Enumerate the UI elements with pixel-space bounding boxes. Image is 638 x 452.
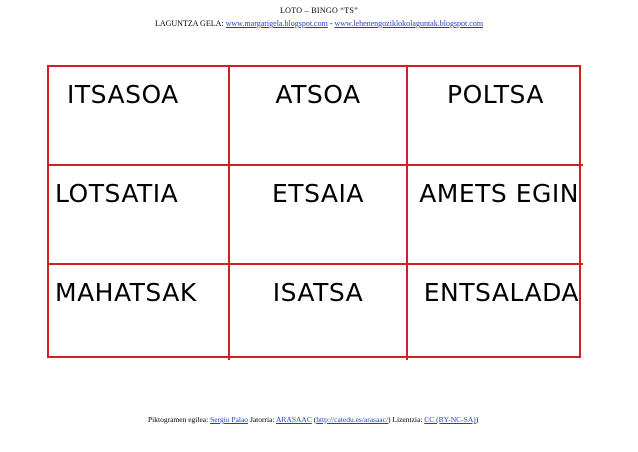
footer-credits (148, 415, 478, 424)
blog-link-lehenengoziklo[interactable]: www.lehenengoziklokolaguntak.blogspot.com (334, 19, 484, 28)
bingo-cell: MAHATSAK (49, 265, 230, 360)
header-credits (0, 19, 638, 28)
bingo-cell: ISATSA (230, 265, 408, 360)
author-link[interactable]: Sergio Palao (210, 415, 249, 424)
header-prefix: LAGUNTZA GELA: (154, 19, 226, 28)
bingo-cell: ETSAIA (230, 166, 408, 265)
bingo-cell: AMETS EGIN (408, 166, 583, 265)
bingo-cell: POLTSA (408, 67, 583, 166)
bingo-cell: ATSOA (230, 67, 408, 166)
footer-text: ) Lizentzia: (388, 415, 425, 424)
license-link[interactable]: CC (BY-NC-SA) (424, 415, 476, 424)
source-url-link[interactable]: http://catedu.es/arasaac/ (316, 415, 389, 424)
footer-text: Jatorria: (248, 415, 276, 424)
bingo-cell: ENTSALADA (423, 278, 579, 307)
bingo-card-grid (47, 65, 581, 358)
footer-text: ( (311, 415, 317, 424)
footer-close-paren: ) (475, 415, 479, 424)
header-separator: - (327, 19, 335, 28)
bingo-cell: ITSASOA (49, 67, 230, 166)
footer-text: Piktogramen egilea: (148, 415, 211, 424)
page-title: LOTO – BINGO “TS” (279, 6, 359, 15)
bingo-cell: LOTSATIA (49, 166, 230, 265)
blog-link-margarigela[interactable]: www.margarigela.blogspot.com (225, 19, 328, 28)
source-link[interactable]: ARASAAC (275, 415, 312, 424)
